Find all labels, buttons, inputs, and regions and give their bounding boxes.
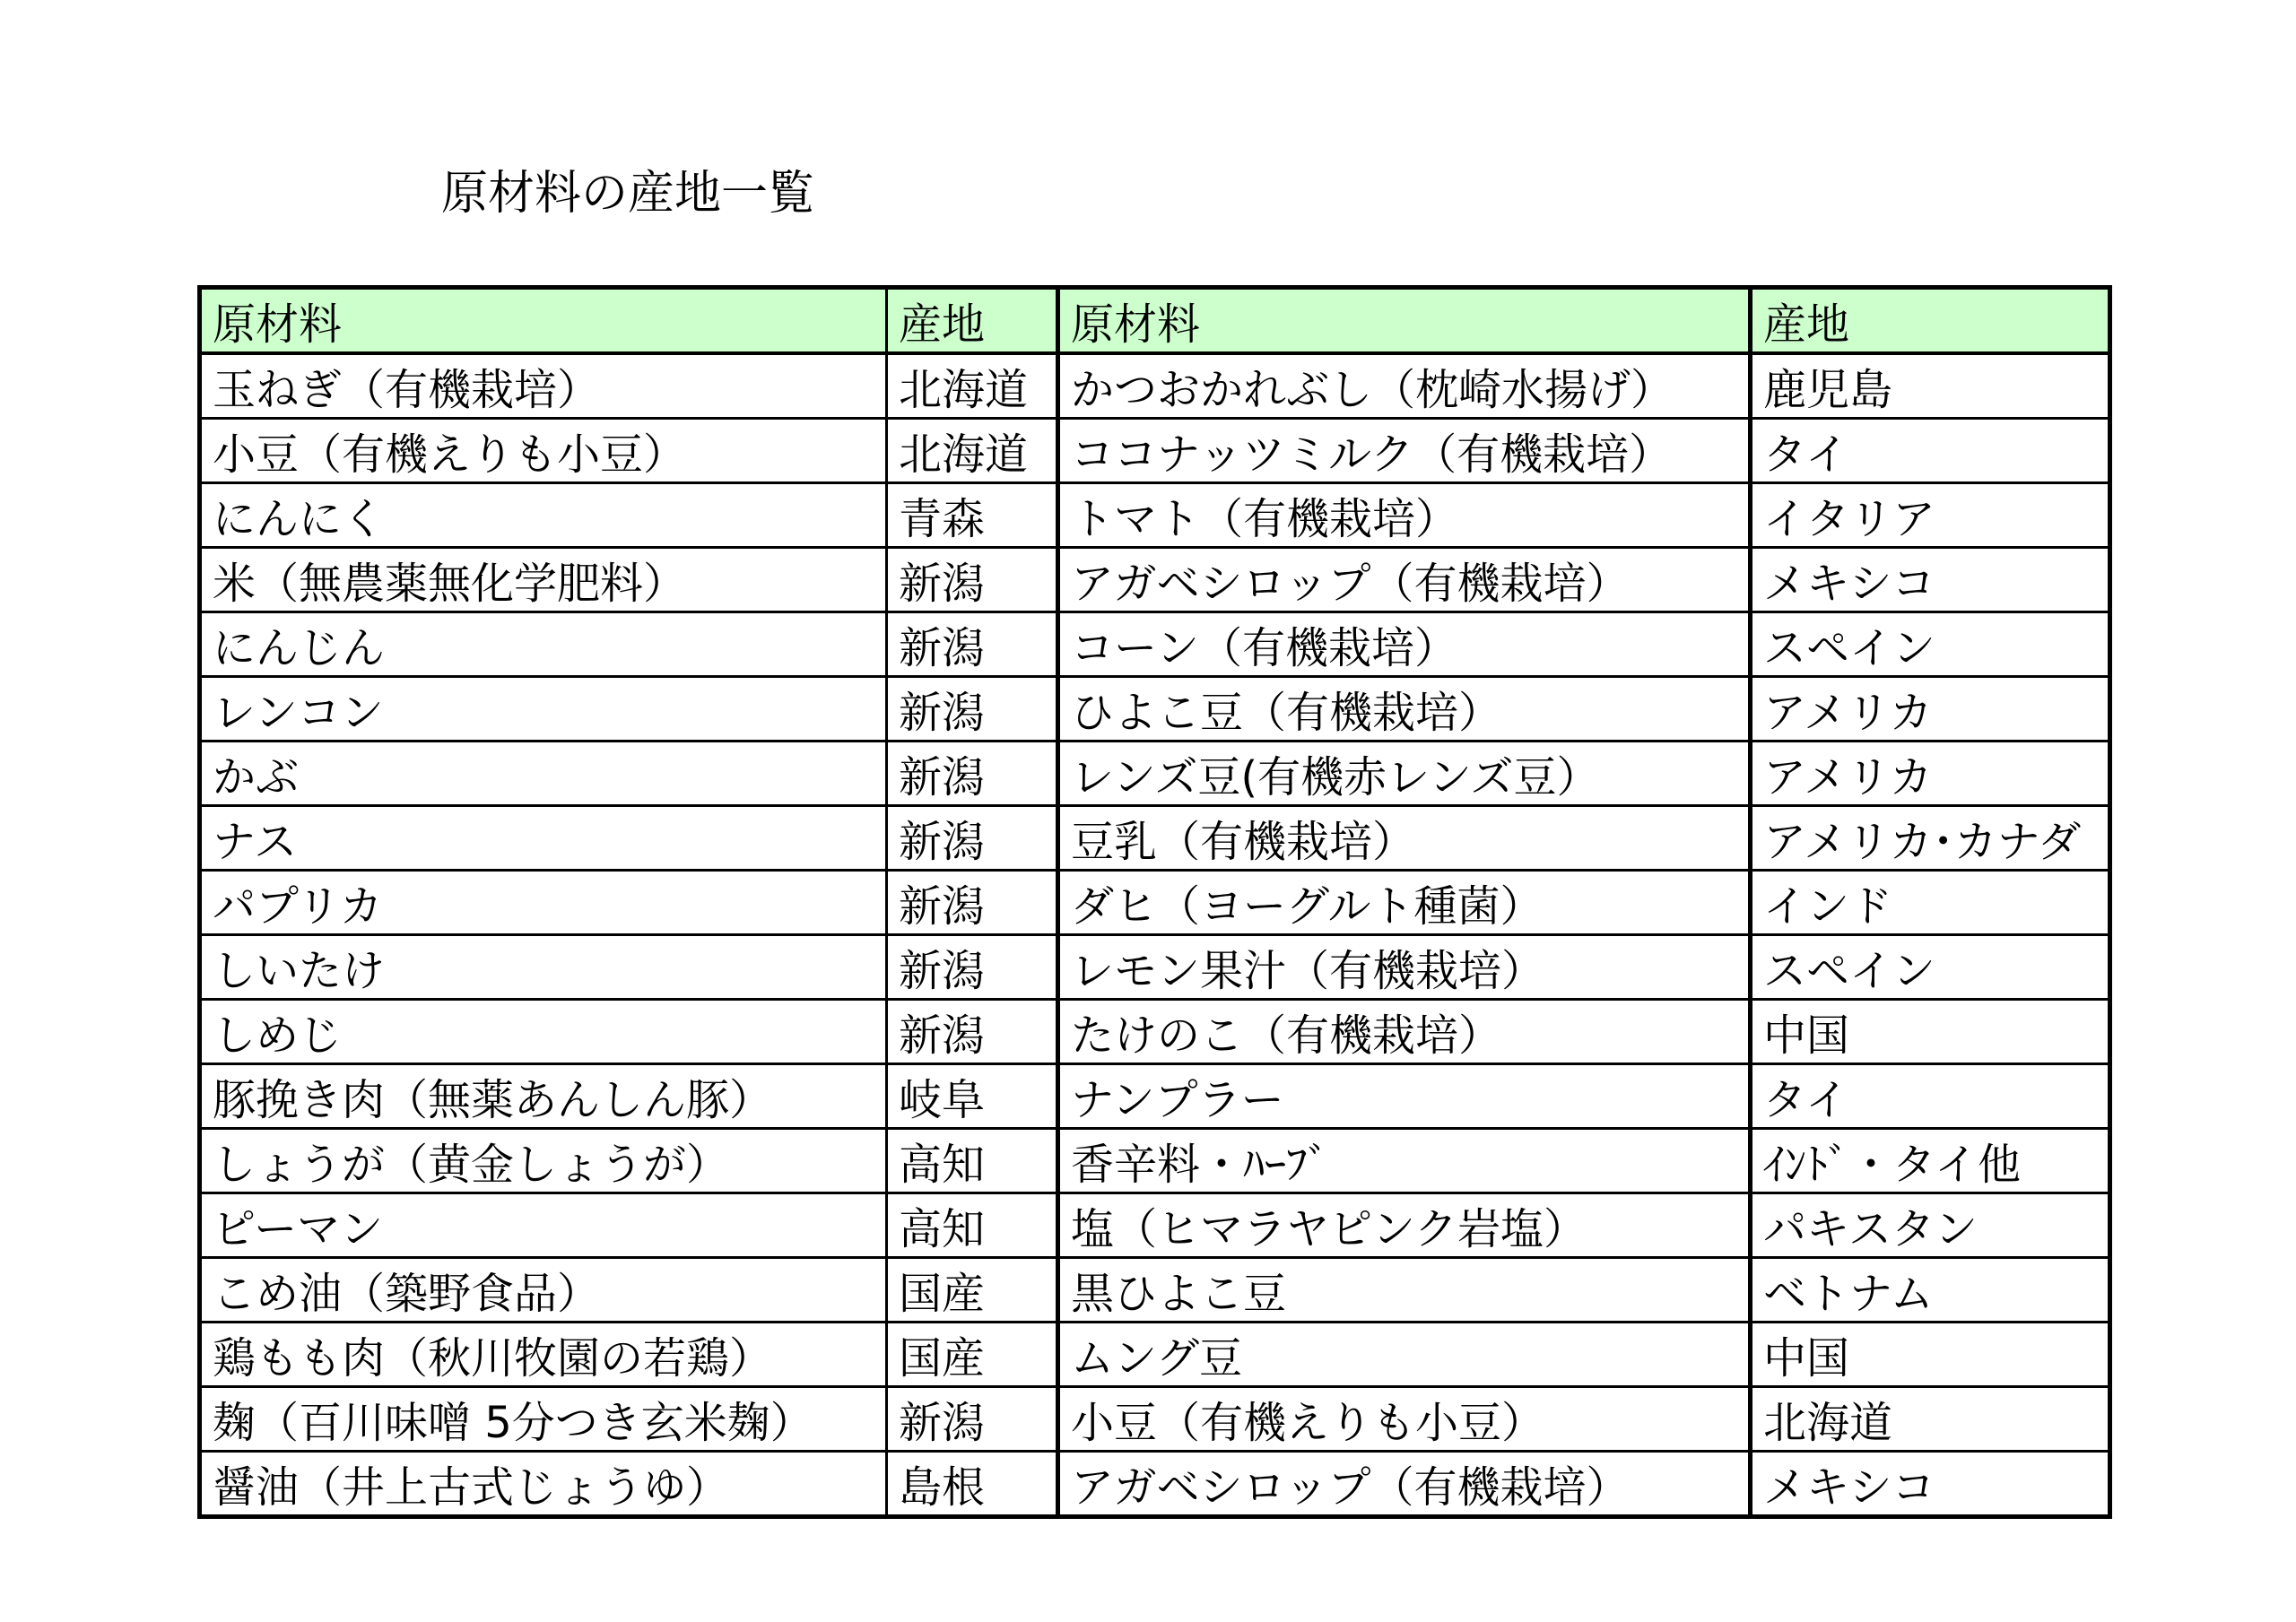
table-row [200,677,2110,742]
cell-ingredient-1: しいたけ [200,935,887,1000]
cell-origin-2: スペイン [1751,935,2110,1000]
cell-origin-1: 新潟 [887,1387,1058,1452]
cell-ingredient-2: アガベシロップ（有機栽培） [1058,548,1751,612]
cell-ingredient-2: ひよこ豆（有機栽培） [1058,677,1751,742]
cell-origin-1: 北海道 [887,353,1058,419]
cell-origin-2: アメリカ [1751,677,2110,742]
table-row [200,1452,2110,1517]
table-row [200,935,2110,1000]
table-row [200,1323,2110,1387]
cell-ingredient-1: こめ油（築野食品） [200,1258,887,1323]
table-row [200,419,2110,483]
cell-ingredient-1: にんじん [200,612,887,677]
cell-ingredient-1: ナス [200,806,887,871]
cell-ingredient-2: 豆乳（有機栽培） [1058,806,1751,871]
cell-origin-1: 新潟 [887,742,1058,806]
cell-origin-1: 新潟 [887,871,1058,935]
table-row [200,806,2110,871]
table-row [200,1258,2110,1323]
cell-ingredient-1: レンコン [200,677,887,742]
table-row [200,871,2110,935]
cell-origin-1: 高知 [887,1129,1058,1193]
cell-origin-1: 新潟 [887,548,1058,612]
cell-ingredient-1: 小豆（有機えりも小豆） [200,419,887,483]
cell-origin-1: 新潟 [887,612,1058,677]
cell-ingredient-2: トマト（有機栽培） [1058,483,1751,548]
cell-ingredient-2: レンズ豆(有機赤レンズ豆） [1058,742,1751,806]
cell-ingredient-2: かつおかれぶし（枕崎水揚げ） [1058,353,1751,419]
cell-origin-1: 北海道 [887,419,1058,483]
cell-ingredient-2: 黒ひよこ豆 [1058,1258,1751,1323]
cell-ingredient-1: 豚挽き肉（無薬あんしん豚） [200,1064,887,1129]
cell-ingredient-1: しめじ [200,1000,887,1064]
cell-origin-1: 新潟 [887,1000,1058,1064]
cell-ingredient-1: 米（無農薬無化学肥料） [200,548,887,612]
cell-ingredient-1: しょうが（黄金しょうが） [200,1129,887,1193]
table-row [200,1129,2110,1193]
cell-ingredient-2: ナンプラー [1058,1064,1751,1129]
cell-origin-2: インド [1751,871,2110,935]
cell-ingredient-1: 鶏もも肉（秋川牧園の若鶏） [200,1323,887,1387]
cell-origin-2: メキシコ [1751,548,2110,612]
cell-origin-1: 新潟 [887,677,1058,742]
table-row [200,1000,2110,1064]
cell-ingredient-2: ダヒ（ヨーグルト種菌） [1058,871,1751,935]
cell-ingredient-2: ココナッツミルク（有機栽培） [1058,419,1751,483]
table-row [200,742,2110,806]
table-body [200,353,2110,1517]
table-row [200,1387,2110,1452]
cell-origin-2: アメリカ [1751,742,2110,806]
table-row [200,612,2110,677]
header-row [200,288,2110,354]
cell-ingredient-1: ピーマン [200,1193,887,1258]
cell-ingredient-2: コーン（有機栽培） [1058,612,1751,677]
cell-ingredient-1: 麹（百川味噌 5分つき玄米麹） [200,1387,887,1452]
cell-origin-2: ベトナム [1751,1258,2110,1323]
cell-ingredient-1: 玉ねぎ（有機栽培） [200,353,887,419]
cell-origin-2: 中国 [1751,1000,2110,1064]
cell-origin-1: 岐阜 [887,1064,1058,1129]
cell-origin-2: タイ [1751,419,2110,483]
page-title: 原材料の産地一覧 [441,167,815,221]
cell-ingredient-2: 塩（ヒマラヤピンク岩塩） [1058,1193,1751,1258]
cell-origin-1: 新潟 [887,935,1058,1000]
cell-ingredient-2: アガベシロップ（有機栽培） [1058,1452,1751,1517]
cell-origin-2: 中国 [1751,1323,2110,1387]
cell-origin-1: 国産 [887,1323,1058,1387]
table-row [200,548,2110,612]
cell-ingredient-2: レモン果汁（有機栽培） [1058,935,1751,1000]
cell-ingredient-2: たけのこ（有機栽培） [1058,1000,1751,1064]
table-row [200,353,2110,419]
header-ingredient-1: 原材料 [200,288,887,354]
table-row [200,1193,2110,1258]
cell-origin-2: アメリカ･カナダ [1751,806,2110,871]
table-row [200,483,2110,548]
cell-origin-2: メキシコ [1751,1452,2110,1517]
cell-origin-2: ｲﾝﾄﾞ・タイ他 [1751,1129,2110,1193]
cell-origin-1: 国産 [887,1258,1058,1323]
cell-origin-2: タイ [1751,1064,2110,1129]
cell-ingredient-1: 醤油（井上古式じょうゆ） [200,1452,887,1517]
cell-origin-2: 北海道 [1751,1387,2110,1452]
cell-ingredient-1: パプリカ [200,871,887,935]
cell-origin-2: パキスタン [1751,1193,2110,1258]
header-ingredient-2: 原材料 [1058,288,1751,354]
cell-ingredient-2: 香辛料・ﾊｰﾌﾞ [1058,1129,1751,1193]
cell-origin-1: 新潟 [887,806,1058,871]
table-row [200,1064,2110,1129]
cell-origin-1: 島根 [887,1452,1058,1517]
cell-ingredient-1: にんにく [200,483,887,548]
cell-ingredient-2: ムング豆 [1058,1323,1751,1387]
origin-table [197,285,2112,1519]
cell-origin-2: 鹿児島 [1751,353,2110,419]
header-origin-2: 産地 [1751,288,2110,354]
cell-origin-2: イタリア [1751,483,2110,548]
cell-origin-2: スペイン [1751,612,2110,677]
cell-ingredient-1: かぶ [200,742,887,806]
cell-ingredient-2: 小豆（有機えりも小豆） [1058,1387,1751,1452]
cell-origin-1: 青森 [887,483,1058,548]
header-origin-1: 産地 [887,288,1058,354]
cell-origin-1: 高知 [887,1193,1058,1258]
